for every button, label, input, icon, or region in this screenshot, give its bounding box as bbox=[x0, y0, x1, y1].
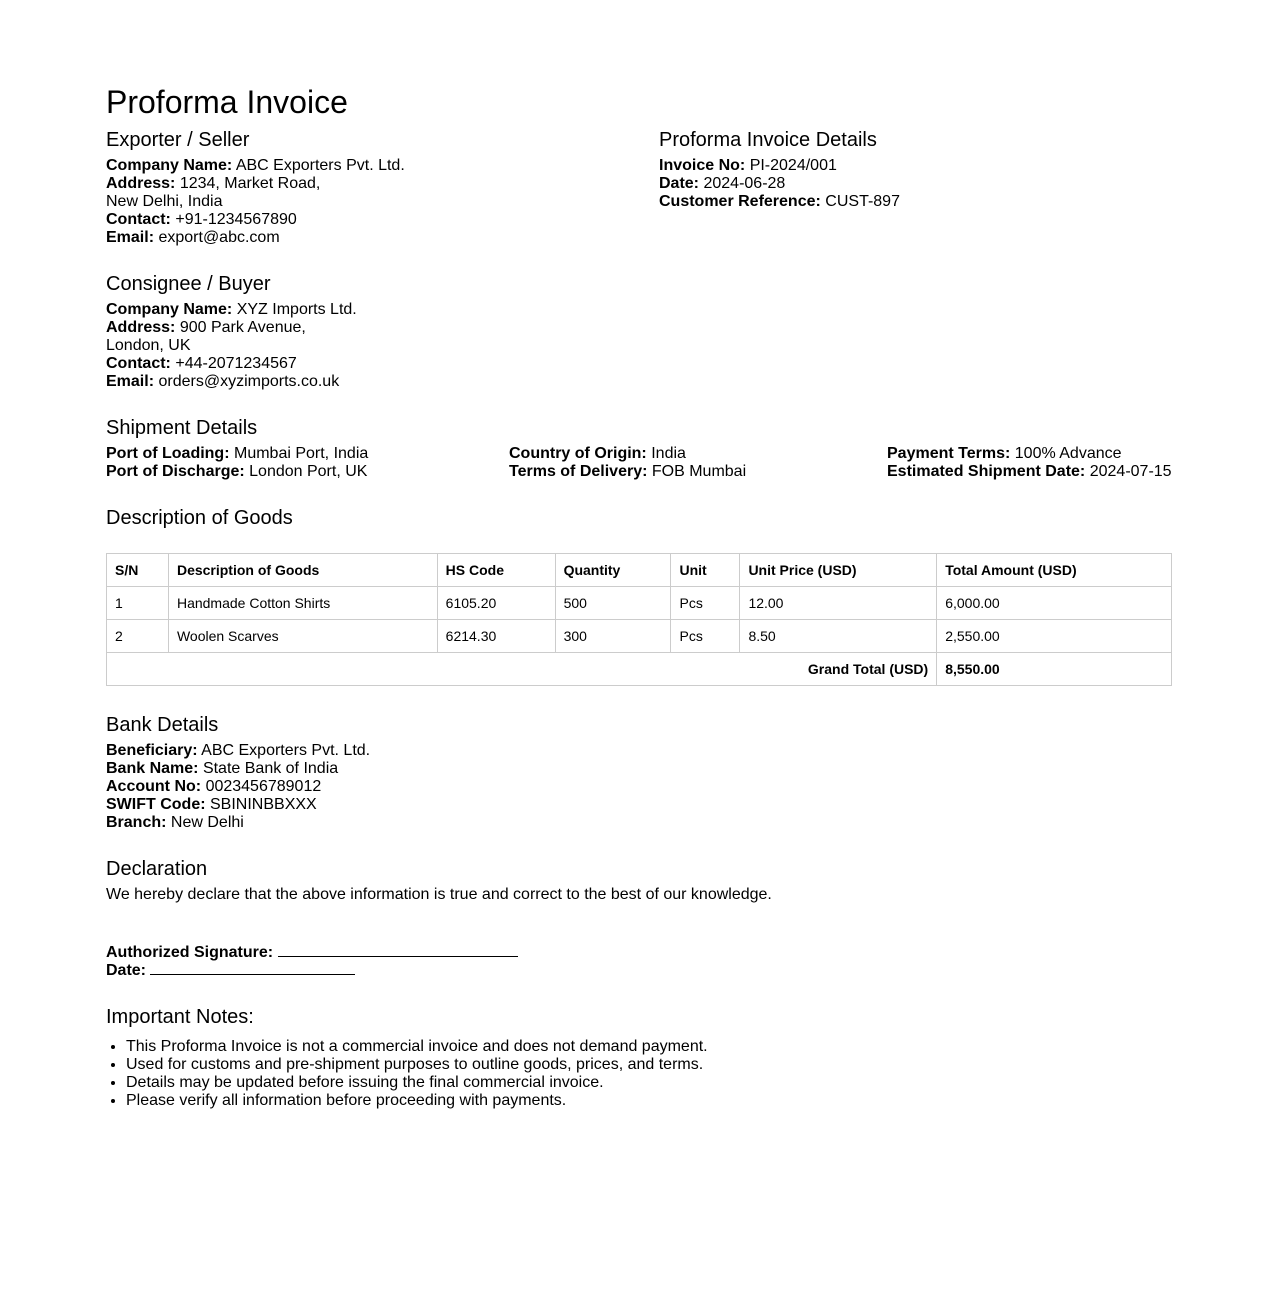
invoice-date: Date: 2024-06-28 bbox=[659, 175, 786, 192]
consignee-contact: Contact: +44-2071234567 bbox=[106, 355, 297, 372]
shipment-col-ports bbox=[106, 445, 368, 481]
bank-section bbox=[106, 714, 370, 832]
column-header: Unit Price (USD) bbox=[740, 554, 937, 587]
declaration-text: We hereby declare that the above information is true and correct to the best of our knowledge. bbox=[106, 886, 772, 903]
column-header: S/N bbox=[107, 554, 169, 587]
goods-section bbox=[106, 507, 1172, 686]
bank-name: Bank Name: State Bank of India bbox=[106, 760, 339, 777]
signature-line bbox=[278, 944, 518, 957]
table-header-row bbox=[107, 554, 1172, 587]
estimated-shipment-date: Estimated Shipment Date: 2024-07-15 bbox=[887, 463, 1172, 480]
goods-table bbox=[106, 553, 1172, 686]
exporter-email: Email: export@abc.com bbox=[106, 229, 280, 246]
country-of-origin: Country of Origin: India bbox=[509, 445, 686, 462]
shipment-heading: Shipment Details bbox=[106, 417, 258, 439]
declaration-section bbox=[106, 858, 1172, 904]
invoice-details-heading: Proforma Invoice Details bbox=[659, 129, 877, 151]
column-header: HS Code bbox=[437, 554, 555, 587]
table-cell: 6214.30 bbox=[437, 620, 555, 653]
grand-total-value: 8,550.00 bbox=[937, 653, 1172, 686]
page-title: Proforma Invoice bbox=[106, 84, 348, 120]
notes-heading: Important Notes: bbox=[106, 1006, 254, 1028]
port-of-discharge: Port of Discharge: London Port, UK bbox=[106, 463, 368, 480]
list-item: • Please verify all information before proceeding with payments. bbox=[126, 1092, 1172, 1110]
account-number: Account No: 0023456789012 bbox=[106, 778, 322, 795]
table-cell: 6,000.00 bbox=[937, 587, 1172, 620]
exporter-heading: Exporter / Seller bbox=[106, 129, 250, 151]
notes-section bbox=[106, 1006, 1172, 1110]
exporter-contact: Contact: +91-1234567890 bbox=[106, 211, 297, 228]
table-cell: Handmade Cotton Shirts bbox=[168, 587, 437, 620]
grand-total-label: Grand Total (USD) bbox=[107, 653, 937, 686]
terms-of-delivery: Terms of Delivery: FOB Mumbai bbox=[509, 463, 747, 480]
list-item: • Used for customs and pre-shipment purposes to outline goods, prices, and terms. bbox=[126, 1056, 1172, 1074]
table-cell: 500 bbox=[555, 587, 671, 620]
exporter-company: Company Name: ABC Exporters Pvt. Ltd. bbox=[106, 157, 405, 174]
signature-section bbox=[106, 944, 518, 980]
branch: Branch: New Delhi bbox=[106, 814, 244, 831]
signature-date: Date: bbox=[106, 962, 518, 980]
consignee-address-line2: London, UK bbox=[106, 337, 191, 354]
swift-code: SWIFT Code: SBININBBXXX bbox=[106, 796, 317, 813]
customer-reference: Customer Reference: CUST-897 bbox=[659, 193, 900, 210]
table-cell: 8.50 bbox=[740, 620, 937, 653]
date-line bbox=[150, 962, 355, 975]
table-cell: 1 bbox=[107, 587, 169, 620]
consignee-section bbox=[106, 273, 357, 391]
shipment-col-origin bbox=[509, 445, 746, 481]
shipment-section bbox=[106, 417, 1172, 481]
goods-heading: Description of Goods bbox=[106, 507, 293, 529]
table-cell: 2,550.00 bbox=[937, 620, 1172, 653]
table-cell: Pcs bbox=[671, 620, 740, 653]
shipment-col-payment bbox=[887, 445, 1172, 481]
grand-total-row bbox=[107, 653, 1172, 686]
consignee-address: Address: 900 Park Avenue, bbox=[106, 319, 306, 336]
table-row bbox=[107, 620, 1172, 653]
notes-list bbox=[106, 1038, 1172, 1110]
payment-terms: Payment Terms: 100% Advance bbox=[887, 445, 1122, 462]
consignee-heading: Consignee / Buyer bbox=[106, 273, 271, 295]
exporter-address-line2: New Delhi, India bbox=[106, 193, 223, 210]
invoice-number: Invoice No: PI-2024/001 bbox=[659, 157, 837, 174]
column-header: Unit bbox=[671, 554, 740, 587]
declaration-heading: Declaration bbox=[106, 858, 208, 880]
table-row bbox=[107, 587, 1172, 620]
list-item: • Details may be updated before issuing the final commercial invoice. bbox=[126, 1074, 1172, 1092]
exporter-address: Address: 1234, Market Road, bbox=[106, 175, 321, 192]
consignee-email: Email: orders@xyzimports.co.uk bbox=[106, 373, 340, 390]
table-cell: 300 bbox=[555, 620, 671, 653]
exporter-section bbox=[106, 129, 405, 247]
beneficiary: Beneficiary: ABC Exporters Pvt. Ltd. bbox=[106, 742, 371, 759]
port-of-loading: Port of Loading: Mumbai Port, India bbox=[106, 445, 369, 462]
invoice-details-section bbox=[659, 129, 900, 211]
table-cell: 12.00 bbox=[740, 587, 937, 620]
column-header: Description of Goods bbox=[168, 554, 437, 587]
table-cell: Pcs bbox=[671, 587, 740, 620]
consignee-company: Company Name: XYZ Imports Ltd. bbox=[106, 301, 357, 318]
authorized-signature: Authorized Signature: bbox=[106, 944, 518, 962]
column-header: Quantity bbox=[555, 554, 671, 587]
table-cell: Woolen Scarves bbox=[168, 620, 437, 653]
column-header: Total Amount (USD) bbox=[937, 554, 1172, 587]
bank-heading: Bank Details bbox=[106, 714, 219, 736]
table-cell: 2 bbox=[107, 620, 169, 653]
list-item: • This Proforma Invoice is not a commercial invoice and does not demand payment. bbox=[126, 1038, 1172, 1056]
table-cell: 6105.20 bbox=[437, 587, 555, 620]
